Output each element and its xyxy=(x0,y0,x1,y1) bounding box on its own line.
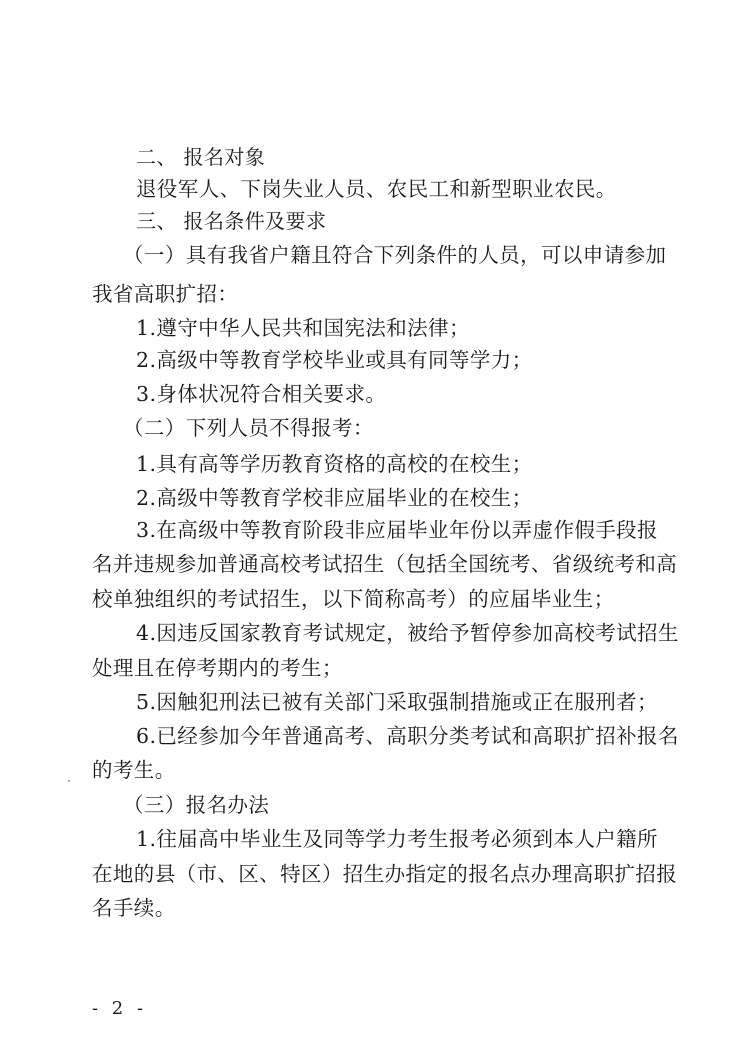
paragraph-line: 处理且在停考期内的考生； xyxy=(92,656,343,680)
paragraph-line: 名并违规参加普通高校考试招生（包括全国统考、省级统考和高 xyxy=(92,552,678,576)
sub-heading: （三）报名办法 xyxy=(123,793,270,817)
list-item: 1.遵守中华人民共和国宪法和法律； xyxy=(136,316,470,340)
list-item: 3.在高级中等教育阶段非应届毕业年份以弄虚作假手段报 xyxy=(136,518,658,542)
list-item: 6.已经参加今年普通高考、高职分类考试和高职扩招补报名 xyxy=(136,724,679,748)
list-item: 3.身体状况符合相关要求。 xyxy=(136,382,387,406)
list-item: 1.往届高中毕业生及同等学力考生报考必须到本人户籍所 xyxy=(136,827,658,851)
paragraph-line: （一）具有我省户籍且符合下列条件的人员，可以申请参加 xyxy=(123,243,667,267)
scan-speck xyxy=(68,780,70,782)
paragraph-line: 退役军人、下岗失业人员、农民工和新型职业农民。 xyxy=(136,177,617,201)
section-heading-2: 二、 报名对象 xyxy=(136,145,266,169)
sub-heading: （二）下列人员不得报考： xyxy=(123,416,374,440)
list-item: 5.因触犯刑法已被有关部门采取强制措施或正在服刑者； xyxy=(136,690,658,714)
paragraph-line: 我省高职扩招： xyxy=(92,282,239,306)
list-item: 4.因违反国家教育考试规定，被给予暂停参加高校考试招生 xyxy=(136,621,679,645)
list-item: 2.高级中等教育学校毕业或具有同等学力； xyxy=(136,348,533,372)
list-item: 1.具有高等学历教育资格的高校的在校生； xyxy=(136,452,533,476)
page-number: - 2 - xyxy=(92,998,148,1019)
paragraph-line: 在地的县（市、区、特区）招生办指定的报名点办理高职扩招报 xyxy=(92,862,678,886)
list-item: 2.高级中等教育学校非应届毕业的在校生； xyxy=(136,486,533,510)
section-heading-3: 三、 报名条件及要求 xyxy=(136,209,327,233)
paragraph-line: 的考生。 xyxy=(92,758,176,782)
paragraph-line: 校单独组织的考试招生，以下简称高考）的应届毕业生； xyxy=(92,587,615,611)
paragraph-line: 名手续。 xyxy=(92,896,176,920)
